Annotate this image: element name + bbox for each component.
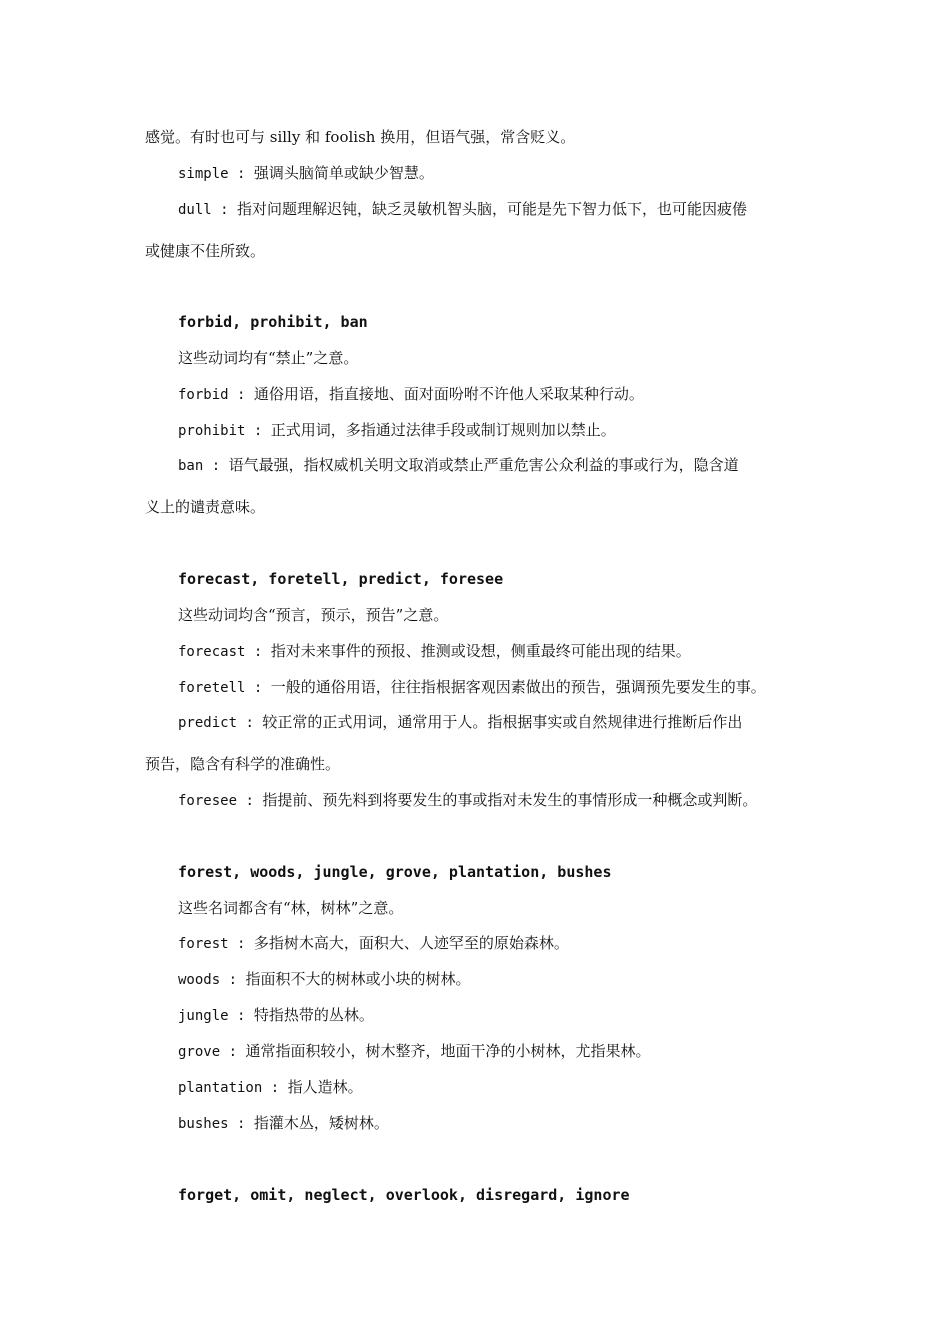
term: woods [178, 972, 221, 988]
definition-forest [178, 933, 858, 954]
definition-text: 通常指面积较小，树木整齐，地面干净的小树林，尤指果林。 [245, 1042, 651, 1060]
definition-woods [178, 969, 858, 990]
term: grove [178, 1044, 221, 1060]
separator: : [262, 1080, 288, 1096]
definition-dull [178, 199, 858, 220]
separator: : [220, 1044, 246, 1060]
separator: : [245, 423, 271, 439]
definition-text: 预告，隐含有科学的准确性。 [145, 755, 341, 773]
definition-text: 一般的通俗用语，往往指根据客观因素做出的预告，强调预先要发生的事。 [270, 678, 766, 696]
definition-text: 指提前、预先料到将要发生的事或指对未发生的事情形成一种概念或判断。 [262, 791, 758, 809]
separator: : [228, 1008, 254, 1024]
term: forbid [178, 387, 229, 403]
definition-text: 语气最强，指权威机关明文取消或禁止严重危害公众利益的事或行为，隐含道 [228, 456, 739, 474]
definition-text: 义上的谴责意味。 [145, 498, 266, 516]
body-text: 感觉。有时也可与 silly 和 foolish 换用，但语气强，常含贬义。 [145, 128, 576, 146]
definition-text: 多指树木高大，面积大、人迹罕至的原始森林。 [253, 934, 569, 952]
term: foresee [178, 793, 238, 809]
separator: : [228, 387, 254, 403]
section-heading-forecast: forecast, foretell, predict, foresee [178, 570, 504, 588]
term: predict [178, 715, 238, 731]
section-heading-forget: forget, omit, neglect, overlook, disregard, ignore [178, 1186, 630, 1204]
definition-simple [178, 163, 858, 184]
term: jungle [178, 1008, 229, 1024]
definition-text: 正式用词，多指通过法律手段或制订规则加以禁止。 [270, 421, 616, 439]
separator: : [211, 202, 238, 218]
definition-jungle [178, 1005, 858, 1026]
term: forest [178, 936, 229, 952]
section-heading-forest: forest, woods, jungle, grove, plantation, bushes [178, 863, 612, 881]
definition-forbid [178, 384, 858, 405]
separator: : [228, 166, 254, 182]
definition-continuation [145, 754, 825, 774]
definition-foresee [178, 790, 858, 811]
definition-foretell [178, 677, 858, 698]
term: dull [178, 202, 212, 218]
separator: : [237, 793, 263, 809]
definition-bushes [178, 1113, 858, 1134]
definition-text: 指人造林。 [287, 1078, 363, 1096]
section-intro [178, 898, 858, 918]
separator: : [228, 936, 254, 952]
definition-text: 强调头脑简单或缺少智慧。 [253, 164, 434, 182]
definition-text: 特指热带的丛林。 [253, 1006, 374, 1024]
separator: : [245, 644, 271, 660]
intro-text: 这些名词都含有“林，树林”之意。 [178, 899, 404, 917]
definition-text: 指面积不大的树林或小块的树林。 [245, 970, 471, 988]
definition-text: 指对问题理解迟钝，缺乏灵敏机智头脑，可能是先下智力低下，也可能因疲倦 [237, 200, 748, 218]
definition-continuation [145, 497, 825, 517]
term: forecast [178, 644, 246, 660]
definition-text: 指对未来事件的预报、推测或设想，侧重最终可能出现的结果。 [270, 642, 691, 660]
definition-text: 指灌木丛，矮树林。 [253, 1114, 389, 1132]
definition-plantation [178, 1077, 858, 1098]
definition-text: 通俗用语，指直接地、面对面吩咐不许他人采取某种行动。 [253, 385, 644, 403]
term: simple [178, 166, 229, 182]
intro-text: 这些动词均有“禁止”之意。 [178, 349, 359, 367]
term: ban [178, 458, 204, 474]
definition-text: 较正常的正式用词，通常用于人。指根据事实或自然规律进行推断后作出 [262, 713, 743, 731]
definition-predict [178, 712, 858, 733]
separator: : [228, 1116, 254, 1132]
term: prohibit [178, 423, 246, 439]
separator: : [245, 680, 271, 696]
term: bushes [178, 1116, 229, 1132]
separator: : [203, 458, 229, 474]
definition-prohibit [178, 420, 858, 441]
definition-ban [178, 455, 858, 476]
term: foretell [178, 680, 246, 696]
separator: : [237, 715, 263, 731]
section-heading-forbid: forbid, prohibit, ban [178, 313, 368, 331]
term: plantation [178, 1080, 263, 1096]
intro-text: 这些动词均含“预言，预示，预告”之意。 [178, 606, 449, 624]
paragraph-line [145, 127, 825, 147]
separator: : [220, 972, 246, 988]
definition-grove [178, 1041, 858, 1062]
definition-continuation [145, 241, 825, 261]
definition-text: 或健康不佳所致。 [145, 242, 266, 260]
definition-forecast [178, 641, 858, 662]
section-intro [178, 348, 858, 368]
section-intro [178, 605, 858, 625]
